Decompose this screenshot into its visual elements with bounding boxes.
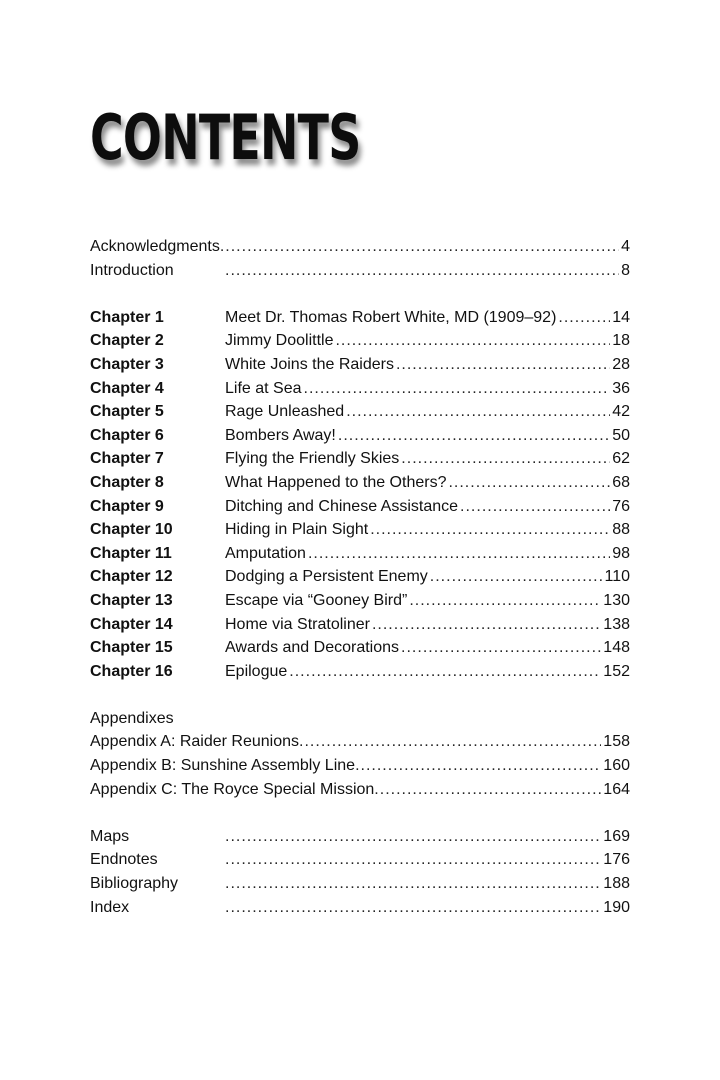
chapter-title: Rage Unleashed (225, 403, 345, 421)
section-gap (90, 683, 630, 707)
chapter-title: White Joins the Raiders (225, 355, 394, 373)
chapter-title: Awards and Decorations (225, 639, 400, 657)
chapter-number: Chapter 16 (90, 662, 173, 680)
dot-leader (409, 589, 601, 613)
toc-entry-chapter-7[interactable] (90, 447, 630, 471)
dot-leader (372, 613, 601, 637)
appendixes-section (90, 707, 630, 801)
page-number: 4 (621, 238, 630, 255)
section-gap (90, 801, 630, 825)
dot-leader (396, 353, 610, 377)
front-matter-section (90, 235, 630, 282)
toc-entry-chapter-13[interactable] (90, 589, 630, 613)
dot-leader (401, 636, 601, 660)
page-number: 130 (603, 591, 630, 609)
back-matter-section (90, 825, 630, 919)
chapter-title: Meet Dr. Thomas Robert White, MD (1909–92) (225, 308, 557, 326)
toc-entry-chapter-2[interactable] (90, 329, 630, 353)
dot-leader (289, 660, 601, 684)
entry-label: Appendix B: Sunshine Assembly Line (90, 757, 356, 775)
dot-leader (448, 471, 610, 495)
dot-leader (374, 778, 601, 802)
page-number: 98 (612, 544, 630, 562)
dot-leader (225, 896, 601, 920)
chapter-title: Life at Sea (225, 379, 302, 397)
toc-entry-appendix-c[interactable] (90, 778, 630, 802)
dot-leader (304, 377, 611, 401)
table-of-contents (90, 235, 630, 919)
chapter-number: Chapter 13 (90, 591, 173, 609)
page-number: 176 (603, 851, 630, 869)
dot-leader (338, 424, 610, 448)
chapter-number: Chapter 9 (90, 497, 164, 515)
chapter-title: Escape via “Gooney Bird” (225, 591, 408, 609)
dot-leader (225, 848, 601, 872)
entry-label: Acknowledgments (90, 238, 220, 255)
page-number: 169 (603, 827, 630, 845)
toc-entry-chapter-1[interactable] (90, 306, 630, 330)
dot-leader (225, 825, 601, 849)
dot-leader (460, 495, 610, 519)
page-number: 88 (612, 521, 630, 539)
toc-entry-acknowledgments[interactable] (90, 235, 630, 259)
section-gap (90, 282, 630, 306)
toc-entry-chapter-10[interactable] (90, 518, 630, 542)
toc-entry-chapter-6[interactable] (90, 424, 630, 448)
dot-leader (558, 306, 610, 330)
entry-label: Appendix C: The Royce Special Mission (90, 780, 375, 798)
chapter-title: Bombers Away! (225, 426, 336, 444)
toc-entry-chapter-5[interactable] (90, 400, 630, 424)
page-number: 188 (603, 875, 630, 893)
toc-entry-endnotes[interactable] (90, 848, 630, 872)
entry-label: Introduction (90, 261, 174, 279)
toc-entry-appendix-b[interactable] (90, 754, 630, 778)
page-number: 28 (612, 355, 630, 373)
toc-entry-chapter-3[interactable] (90, 353, 630, 377)
toc-entry-appendix-a[interactable] (90, 730, 630, 754)
chapter-title: Epilogue (225, 662, 288, 680)
toc-entry-introduction[interactable] (90, 259, 630, 283)
page-number: 14 (612, 308, 630, 326)
toc-entry-chapter-11[interactable] (90, 542, 630, 566)
dot-leader (430, 565, 603, 589)
dot-leader (335, 329, 610, 353)
chapter-number: Chapter 1 (90, 308, 164, 326)
dot-leader (308, 542, 610, 566)
entry-label: Bibliography (90, 875, 179, 893)
toc-entry-chapter-15[interactable] (90, 636, 630, 660)
page-number: 42 (612, 403, 630, 421)
entry-label: Appendix A: Raider Reunions (90, 733, 300, 751)
page-number: 18 (612, 332, 630, 350)
chapter-number: Chapter 15 (90, 639, 173, 657)
dot-leader (225, 872, 601, 896)
page-number: 152 (603, 662, 630, 680)
toc-entry-chapter-8[interactable] (90, 471, 630, 495)
chapter-title: What Happened to the Others? (225, 473, 447, 491)
dot-leader (225, 259, 619, 283)
dot-leader (370, 518, 610, 542)
chapter-title: Home via Stratoliner (225, 615, 370, 633)
chapter-number: Chapter 4 (90, 379, 164, 397)
entry-label: Index (90, 898, 130, 916)
chapter-number: Chapter 6 (90, 426, 164, 444)
toc-entry-chapter-12[interactable] (90, 565, 630, 589)
dot-leader (220, 235, 619, 259)
page-number: 76 (612, 497, 630, 515)
page-number: 138 (603, 615, 630, 633)
chapter-number: Chapter 12 (90, 568, 173, 586)
chapter-number: Chapter 5 (90, 403, 164, 421)
dot-leader (346, 400, 610, 424)
entry-label: Endnotes (90, 851, 158, 869)
toc-entry-chapter-16[interactable] (90, 660, 630, 684)
chapter-title: Jimmy Doolittle (225, 332, 334, 350)
page-title: CONTENTS (90, 101, 361, 174)
page-number: 110 (604, 568, 630, 586)
entry-label: Maps (90, 827, 130, 845)
dot-leader (355, 754, 601, 778)
chapter-title: Ditching and Chinese Assistance (225, 497, 459, 515)
toc-entry-chapter-14[interactable] (90, 613, 630, 637)
chapter-number: Chapter 10 (90, 521, 173, 539)
page-number: 36 (612, 379, 630, 397)
chapter-number: Chapter 14 (90, 615, 173, 633)
toc-entry-chapter-9[interactable] (90, 495, 630, 519)
page-number: 160 (603, 757, 630, 775)
chapter-title: Flying the Friendly Skies (225, 450, 400, 468)
chapter-number: Chapter 11 (90, 544, 172, 562)
page-number: 68 (612, 473, 630, 491)
page-number: 190 (603, 898, 630, 916)
page-number: 8 (621, 261, 630, 279)
chapter-number: Chapter 7 (90, 450, 164, 468)
chapter-number: Chapter 8 (90, 473, 164, 491)
toc-entry-maps[interactable] (90, 825, 630, 849)
chapter-title: Amputation (225, 544, 306, 562)
toc-entry-index[interactable] (90, 896, 630, 920)
page-number: 62 (612, 450, 630, 468)
appendixes-heading: Appendixes (90, 709, 174, 727)
page-number: 158 (603, 733, 630, 751)
dot-leader (299, 730, 601, 754)
chapter-title: Hiding in Plain Sight (225, 521, 369, 539)
page-number: 148 (603, 639, 630, 657)
toc-entry-chapter-4[interactable] (90, 377, 630, 401)
chapters-section (90, 306, 630, 684)
dot-leader (401, 447, 610, 471)
toc-entry-bibliography[interactable] (90, 872, 630, 896)
page-number: 50 (612, 426, 630, 444)
chapter-title: Dodging a Persistent Enemy (225, 568, 428, 586)
chapter-number: Chapter 3 (90, 355, 164, 373)
chapter-number: Chapter 2 (90, 332, 164, 350)
page-number: 164 (603, 780, 630, 798)
